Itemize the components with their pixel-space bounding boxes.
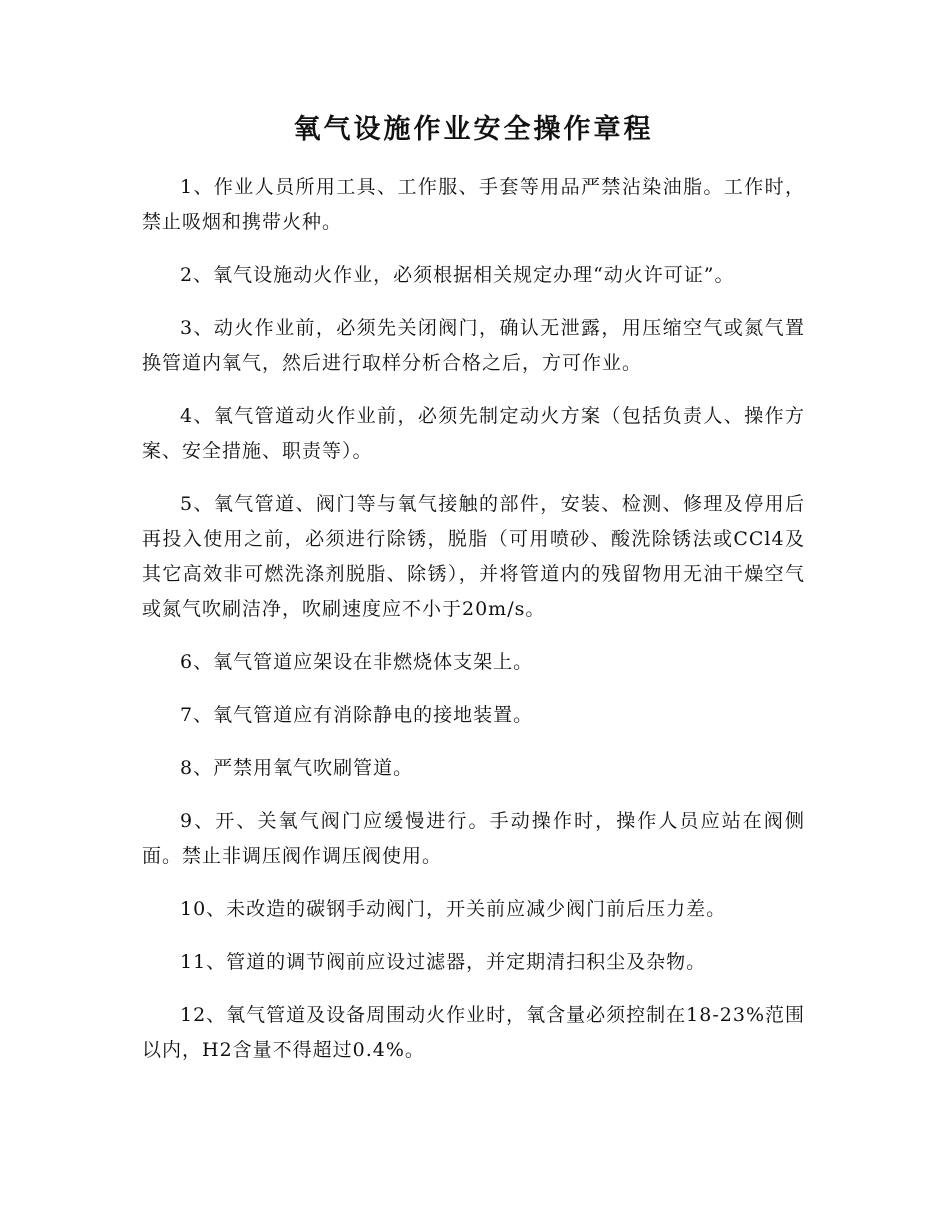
paragraph-11: 11、管道的调节阀前应设过滤器，并定期清扫积尘及杂物。 [180, 951, 707, 973]
paragraph-12: 12、氧气管道及设备周围动火作业时，氧含量必须控制在18-23%范围以内，H2含量不得超过0.4%。 [142, 1004, 806, 1061]
paragraph-5: 5、氧气管道、阀门等与氧气接触的部件，安装、检测、修理及停用后再投入使用之前，必须进行除锈，脱脂（可用喷砂、酸洗除锈法或CCl4及其它高效非可燃洗涤剂脱脂、除锈），并将管道内的残留物用无油干燥空气或氮气吹刷洁净，吹刷速度应不小于20m/s。 [142, 493, 805, 620]
paragraph-7: 7、氧气管道应有消除静电的接地装置。 [180, 704, 534, 726]
document-title: 氧气设施作业安全操作章程 [293, 114, 654, 145]
paragraph-3: 3、动火作业前，必须先关闭阀门，确认无泄露，用压缩空气或氮气置换管道内氧气，然后进行取样分析合格之后，方可作业。 [142, 317, 805, 374]
paragraph-4: 4、氧气管道动火作业前，必须先制定动火方案（包括负责人、操作方案、安全措施、职责等）。 [142, 405, 805, 462]
paragraph-2: 2、氧气设施动火作业，必须根据相关规定办理“动火许可证”。 [180, 264, 735, 286]
paragraph-1: 1、作业人员所用工具、工作服、手套等用品严禁沾染油脂。工作时，禁止吸烟和携带火种。 [142, 176, 805, 233]
paragraph-10: 10、未改造的碳钢手动阀门，开关前应减少阀门前后压力差。 [180, 898, 727, 920]
paragraph-8: 8、严禁用氧气吹刷管道。 [180, 757, 414, 779]
paragraph-9: 9、开、关氧气阀门应缓慢进行。手动操作时，操作人员应站在阀侧面。禁止非调压阀作调压阀使用。 [142, 810, 805, 867]
paragraph-6: 6、氧气管道应架设在非燃烧体支架上。 [180, 651, 534, 673]
